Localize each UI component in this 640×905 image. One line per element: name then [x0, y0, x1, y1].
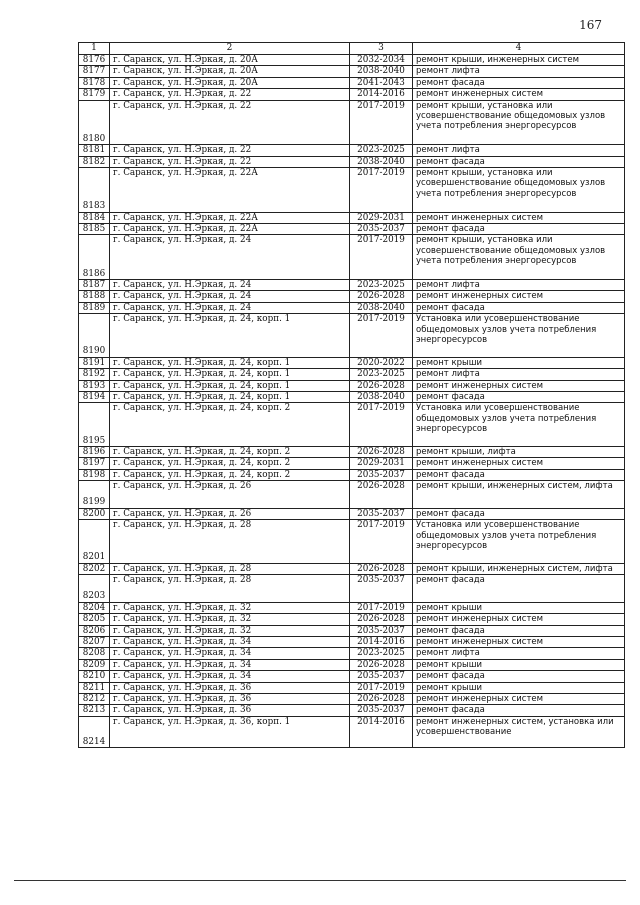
period-cell: 2017-2019: [350, 403, 413, 447]
row-number-cell: 8195: [79, 403, 110, 447]
work-type-cell: ремонт крыши, установка или усовершенствование общедомовых узлов учета потребления энергоресурсов: [413, 168, 625, 213]
table-row: [79, 145, 625, 156]
work-type-cell: ремонт фасада: [413, 625, 625, 636]
column-header-1: 1: [79, 43, 110, 55]
row-number-cell: 8193: [79, 380, 110, 391]
column-header-4: 4: [413, 43, 625, 55]
address-cell: г. Саранск, ул. Н.Эркая, д. 34: [110, 671, 350, 682]
work-type-cell: ремонт инженерных систем: [413, 291, 625, 302]
table-row: [79, 392, 625, 403]
work-type-cell: ремонт крыши, инженерных систем, лифта: [413, 481, 625, 509]
work-type-cell: Установка или усовершенствование общедомовых узлов учета потребления энергоресурсов: [413, 314, 625, 358]
work-type-cell: ремонт лифта: [413, 369, 625, 380]
address-cell: г. Саранск, ул. Н.Эркая, д. 24, корп. 1: [110, 369, 350, 380]
row-number-cell: 8189: [79, 302, 110, 313]
row-number-cell: 8208: [79, 648, 110, 659]
work-type-cell: ремонт фасада: [413, 469, 625, 480]
row-number-cell: 8178: [79, 77, 110, 88]
work-type-cell: ремонт фасада: [413, 77, 625, 88]
work-type-cell: ремонт инженерных систем: [413, 89, 625, 100]
period-cell: 2035-2037: [350, 625, 413, 636]
table-row: [79, 716, 625, 747]
table-row: [79, 575, 625, 603]
work-type-cell: ремонт крыши, лифта: [413, 447, 625, 458]
period-cell: 2023-2025: [350, 145, 413, 156]
period-cell: 2026-2028: [350, 614, 413, 625]
address-cell: г. Саранск, ул. Н.Эркая, д. 24, корп. 2: [110, 447, 350, 458]
table-row: [79, 291, 625, 302]
work-type-cell: ремонт фасада: [413, 224, 625, 235]
address-cell: г. Саранск, ул. Н.Эркая, д. 26: [110, 508, 350, 519]
work-type-cell: ремонт крыши, установка или усовершенствование общедомовых узлов учета потребления энергоресурсов: [413, 100, 625, 145]
work-type-cell: ремонт фасада: [413, 392, 625, 403]
table-row: [79, 235, 625, 280]
work-type-cell: Установка или усовершенствование общедомовых узлов учета потребления энергоресурсов: [413, 403, 625, 447]
address-cell: г. Саранск, ул. Н.Эркая, д. 24, корп. 1: [110, 380, 350, 391]
table-row: [79, 224, 625, 235]
row-number-cell: 8213: [79, 705, 110, 716]
address-cell: г. Саранск, ул. Н.Эркая, д. 36: [110, 705, 350, 716]
row-number-cell: 8179: [79, 89, 110, 100]
address-cell: г. Саранск, ул. Н.Эркая, д. 24, корп. 1: [110, 357, 350, 368]
address-cell: г. Саранск, ул. Н.Эркая, д. 22: [110, 89, 350, 100]
work-type-cell: Установка или усовершенствование общедомовых узлов учета потребления энергоресурсов: [413, 520, 625, 564]
period-cell: 2029-2031: [350, 212, 413, 223]
table-row: [79, 369, 625, 380]
work-type-cell: ремонт инженерных систем: [413, 636, 625, 647]
period-cell: 2038-2040: [350, 66, 413, 77]
row-number-cell: 8185: [79, 224, 110, 235]
address-cell: г. Саранск, ул. Н.Эркая, д. 28: [110, 563, 350, 574]
row-number-cell: 8196: [79, 447, 110, 458]
period-cell: 2017-2019: [350, 235, 413, 280]
row-number-cell: 8205: [79, 614, 110, 625]
period-cell: 2038-2040: [350, 156, 413, 167]
row-number-cell: 8181: [79, 145, 110, 156]
address-cell: г. Саранск, ул. Н.Эркая, д. 24: [110, 291, 350, 302]
period-cell: 2035-2037: [350, 224, 413, 235]
table-row: [79, 100, 625, 145]
address-cell: г. Саранск, ул. Н.Эркая, д. 28: [110, 520, 350, 564]
table-body: [79, 55, 625, 748]
work-type-cell: ремонт лифта: [413, 280, 625, 291]
period-cell: 2026-2028: [350, 659, 413, 670]
table-row: [79, 648, 625, 659]
row-number-cell: 8209: [79, 659, 110, 670]
period-cell: 2032-2034: [350, 55, 413, 66]
work-type-cell: ремонт инженерных систем: [413, 614, 625, 625]
row-number-cell: 8191: [79, 357, 110, 368]
table-row: [79, 447, 625, 458]
row-number-cell: 8180: [79, 100, 110, 145]
period-cell: 2014-2016: [350, 716, 413, 747]
period-cell: 2017-2019: [350, 682, 413, 693]
address-cell: г. Саранск, ул. Н.Эркая, д. 24, корп. 2: [110, 403, 350, 447]
period-cell: 2041-2043: [350, 77, 413, 88]
table-row: [79, 357, 625, 368]
table-row: [79, 705, 625, 716]
row-number-cell: 8186: [79, 235, 110, 280]
table-row: [79, 659, 625, 670]
table-row: [79, 156, 625, 167]
address-cell: г. Саранск, ул. Н.Эркая, д. 36: [110, 693, 350, 704]
work-type-cell: ремонт лифта: [413, 648, 625, 659]
row-number-cell: 8199: [79, 481, 110, 509]
address-cell: г. Саранск, ул. Н.Эркая, д. 32: [110, 614, 350, 625]
table-row: [79, 77, 625, 88]
row-number-cell: 8198: [79, 469, 110, 480]
row-number-cell: 8194: [79, 392, 110, 403]
row-number-cell: 8202: [79, 563, 110, 574]
table-row: [79, 671, 625, 682]
table-row: [79, 508, 625, 519]
work-type-cell: ремонт крыши, установка или усовершенствование общедомовых узлов учета потребления энергоресурсов: [413, 235, 625, 280]
table-row: [79, 403, 625, 447]
address-cell: г. Саранск, ул. Н.Эркая, д. 20А: [110, 77, 350, 88]
period-cell: 2017-2019: [350, 314, 413, 358]
work-type-cell: ремонт инженерных систем, установка или усовершенствование: [413, 716, 625, 747]
work-type-cell: ремонт фасада: [413, 156, 625, 167]
work-type-cell: ремонт фасада: [413, 508, 625, 519]
address-cell: г. Саранск, ул. Н.Эркая, д. 34: [110, 636, 350, 647]
row-number-cell: 8214: [79, 716, 110, 747]
work-type-cell: ремонт инженерных систем: [413, 380, 625, 391]
table-row: [79, 458, 625, 469]
period-cell: 2023-2025: [350, 648, 413, 659]
address-cell: г. Саранск, ул. Н.Эркая, д. 34: [110, 648, 350, 659]
page-number: 167: [579, 18, 602, 32]
row-number-cell: 8212: [79, 693, 110, 704]
address-cell: г. Саранск, ул. Н.Эркая, д. 32: [110, 602, 350, 613]
address-cell: г. Саранск, ул. Н.Эркая, д. 22: [110, 156, 350, 167]
row-number-cell: 8184: [79, 212, 110, 223]
table-row: [79, 614, 625, 625]
work-type-cell: ремонт инженерных систем: [413, 458, 625, 469]
address-cell: г. Саранск, ул. Н.Эркая, д. 26: [110, 481, 350, 509]
work-type-cell: ремонт крыши, инженерных систем: [413, 55, 625, 66]
row-number-cell: 8183: [79, 168, 110, 213]
table-row: [79, 89, 625, 100]
address-cell: г. Саранск, ул. Н.Эркая, д. 24: [110, 235, 350, 280]
address-cell: г. Саранск, ул. Н.Эркая, д. 36, корп. 1: [110, 716, 350, 747]
period-cell: 2029-2031: [350, 458, 413, 469]
address-cell: г. Саранск, ул. Н.Эркая, д. 22А: [110, 224, 350, 235]
period-cell: 2017-2019: [350, 602, 413, 613]
column-number-row: [79, 43, 625, 55]
address-cell: г. Саранск, ул. Н.Эркая, д. 36: [110, 682, 350, 693]
period-cell: 2020-2022: [350, 357, 413, 368]
table-row: [79, 168, 625, 213]
period-cell: 2026-2028: [350, 481, 413, 509]
work-type-cell: ремонт фасада: [413, 671, 625, 682]
row-number-cell: 8182: [79, 156, 110, 167]
row-number-cell: 8197: [79, 458, 110, 469]
work-type-cell: ремонт крыши: [413, 602, 625, 613]
table-row: [79, 481, 625, 509]
period-cell: 2035-2037: [350, 575, 413, 603]
period-cell: 2035-2037: [350, 469, 413, 480]
capital-repair-table: [78, 42, 625, 748]
table-row: [79, 682, 625, 693]
row-number-cell: 8190: [79, 314, 110, 358]
period-cell: 2026-2028: [350, 380, 413, 391]
period-cell: 2035-2037: [350, 705, 413, 716]
column-header-3: 3: [350, 43, 413, 55]
address-cell: г. Саранск, ул. Н.Эркая, д. 24, корп. 1: [110, 314, 350, 358]
row-number-cell: 8211: [79, 682, 110, 693]
row-number-cell: 8200: [79, 508, 110, 519]
row-number-cell: 8188: [79, 291, 110, 302]
period-cell: 2038-2040: [350, 302, 413, 313]
table-row: [79, 302, 625, 313]
row-number-cell: 8192: [79, 369, 110, 380]
table-row: [79, 693, 625, 704]
row-number-cell: 8177: [79, 66, 110, 77]
table-row: [79, 520, 625, 564]
row-number-cell: 8210: [79, 671, 110, 682]
address-cell: г. Саранск, ул. Н.Эркая, д. 24, корп. 2: [110, 458, 350, 469]
address-cell: г. Саранск, ул. Н.Эркая, д. 24, корп. 1: [110, 392, 350, 403]
table-row: [79, 625, 625, 636]
work-type-cell: ремонт инженерных систем: [413, 693, 625, 704]
period-cell: 2026-2028: [350, 447, 413, 458]
row-number-cell: 8207: [79, 636, 110, 647]
period-cell: 2035-2037: [350, 671, 413, 682]
address-cell: г. Саранск, ул. Н.Эркая, д. 20А: [110, 66, 350, 77]
table-row: [79, 469, 625, 480]
work-type-cell: ремонт лифта: [413, 66, 625, 77]
table-row: [79, 66, 625, 77]
row-number-cell: 8203: [79, 575, 110, 603]
table-row: [79, 380, 625, 391]
address-cell: г. Саранск, ул. Н.Эркая, д. 22А: [110, 168, 350, 213]
period-cell: 2014-2016: [350, 636, 413, 647]
period-cell: 2038-2040: [350, 392, 413, 403]
period-cell: 2014-2016: [350, 89, 413, 100]
work-type-cell: ремонт крыши: [413, 357, 625, 368]
period-cell: 2017-2019: [350, 168, 413, 213]
table-row: [79, 55, 625, 66]
work-type-cell: ремонт лифта: [413, 145, 625, 156]
work-type-cell: ремонт крыши, инженерных систем, лифта: [413, 563, 625, 574]
period-cell: 2035-2037: [350, 508, 413, 519]
work-type-cell: ремонт фасада: [413, 575, 625, 603]
address-cell: г. Саранск, ул. Н.Эркая, д. 22А: [110, 212, 350, 223]
work-type-cell: ремонт фасада: [413, 302, 625, 313]
period-cell: 2026-2028: [350, 563, 413, 574]
address-cell: г. Саранск, ул. Н.Эркая, д. 32: [110, 625, 350, 636]
address-cell: г. Саранск, ул. Н.Эркая, д. 20А: [110, 55, 350, 66]
column-header-2: 2: [110, 43, 350, 55]
address-cell: г. Саранск, ул. Н.Эркая, д. 24: [110, 280, 350, 291]
table-row: [79, 636, 625, 647]
work-type-cell: ремонт крыши: [413, 659, 625, 670]
table-row: [79, 563, 625, 574]
row-number-cell: 8204: [79, 602, 110, 613]
address-cell: г. Саранск, ул. Н.Эркая, д. 24, корп. 2: [110, 469, 350, 480]
period-cell: 2017-2019: [350, 100, 413, 145]
address-cell: г. Саранск, ул. Н.Эркая, д. 34: [110, 659, 350, 670]
table-row: [79, 212, 625, 223]
table-row: [79, 602, 625, 613]
address-cell: г. Саранск, ул. Н.Эркая, д. 22: [110, 100, 350, 145]
work-type-cell: ремонт фасада: [413, 705, 625, 716]
period-cell: 2026-2028: [350, 693, 413, 704]
row-number-cell: 8201: [79, 520, 110, 564]
work-type-cell: ремонт крыши: [413, 682, 625, 693]
address-cell: г. Саранск, ул. Н.Эркая, д. 24: [110, 302, 350, 313]
row-number-cell: 8187: [79, 280, 110, 291]
period-cell: 2023-2025: [350, 280, 413, 291]
table-row: [79, 314, 625, 358]
row-number-cell: 8206: [79, 625, 110, 636]
table-row: [79, 280, 625, 291]
row-number-cell: 8176: [79, 55, 110, 66]
address-cell: г. Саранск, ул. Н.Эркая, д. 22: [110, 145, 350, 156]
work-type-cell: ремонт инженерных систем: [413, 212, 625, 223]
period-cell: 2023-2025: [350, 369, 413, 380]
bottom-divider: [14, 880, 626, 881]
address-cell: г. Саранск, ул. Н.Эркая, д. 28: [110, 575, 350, 603]
period-cell: 2026-2028: [350, 291, 413, 302]
period-cell: 2017-2019: [350, 520, 413, 564]
